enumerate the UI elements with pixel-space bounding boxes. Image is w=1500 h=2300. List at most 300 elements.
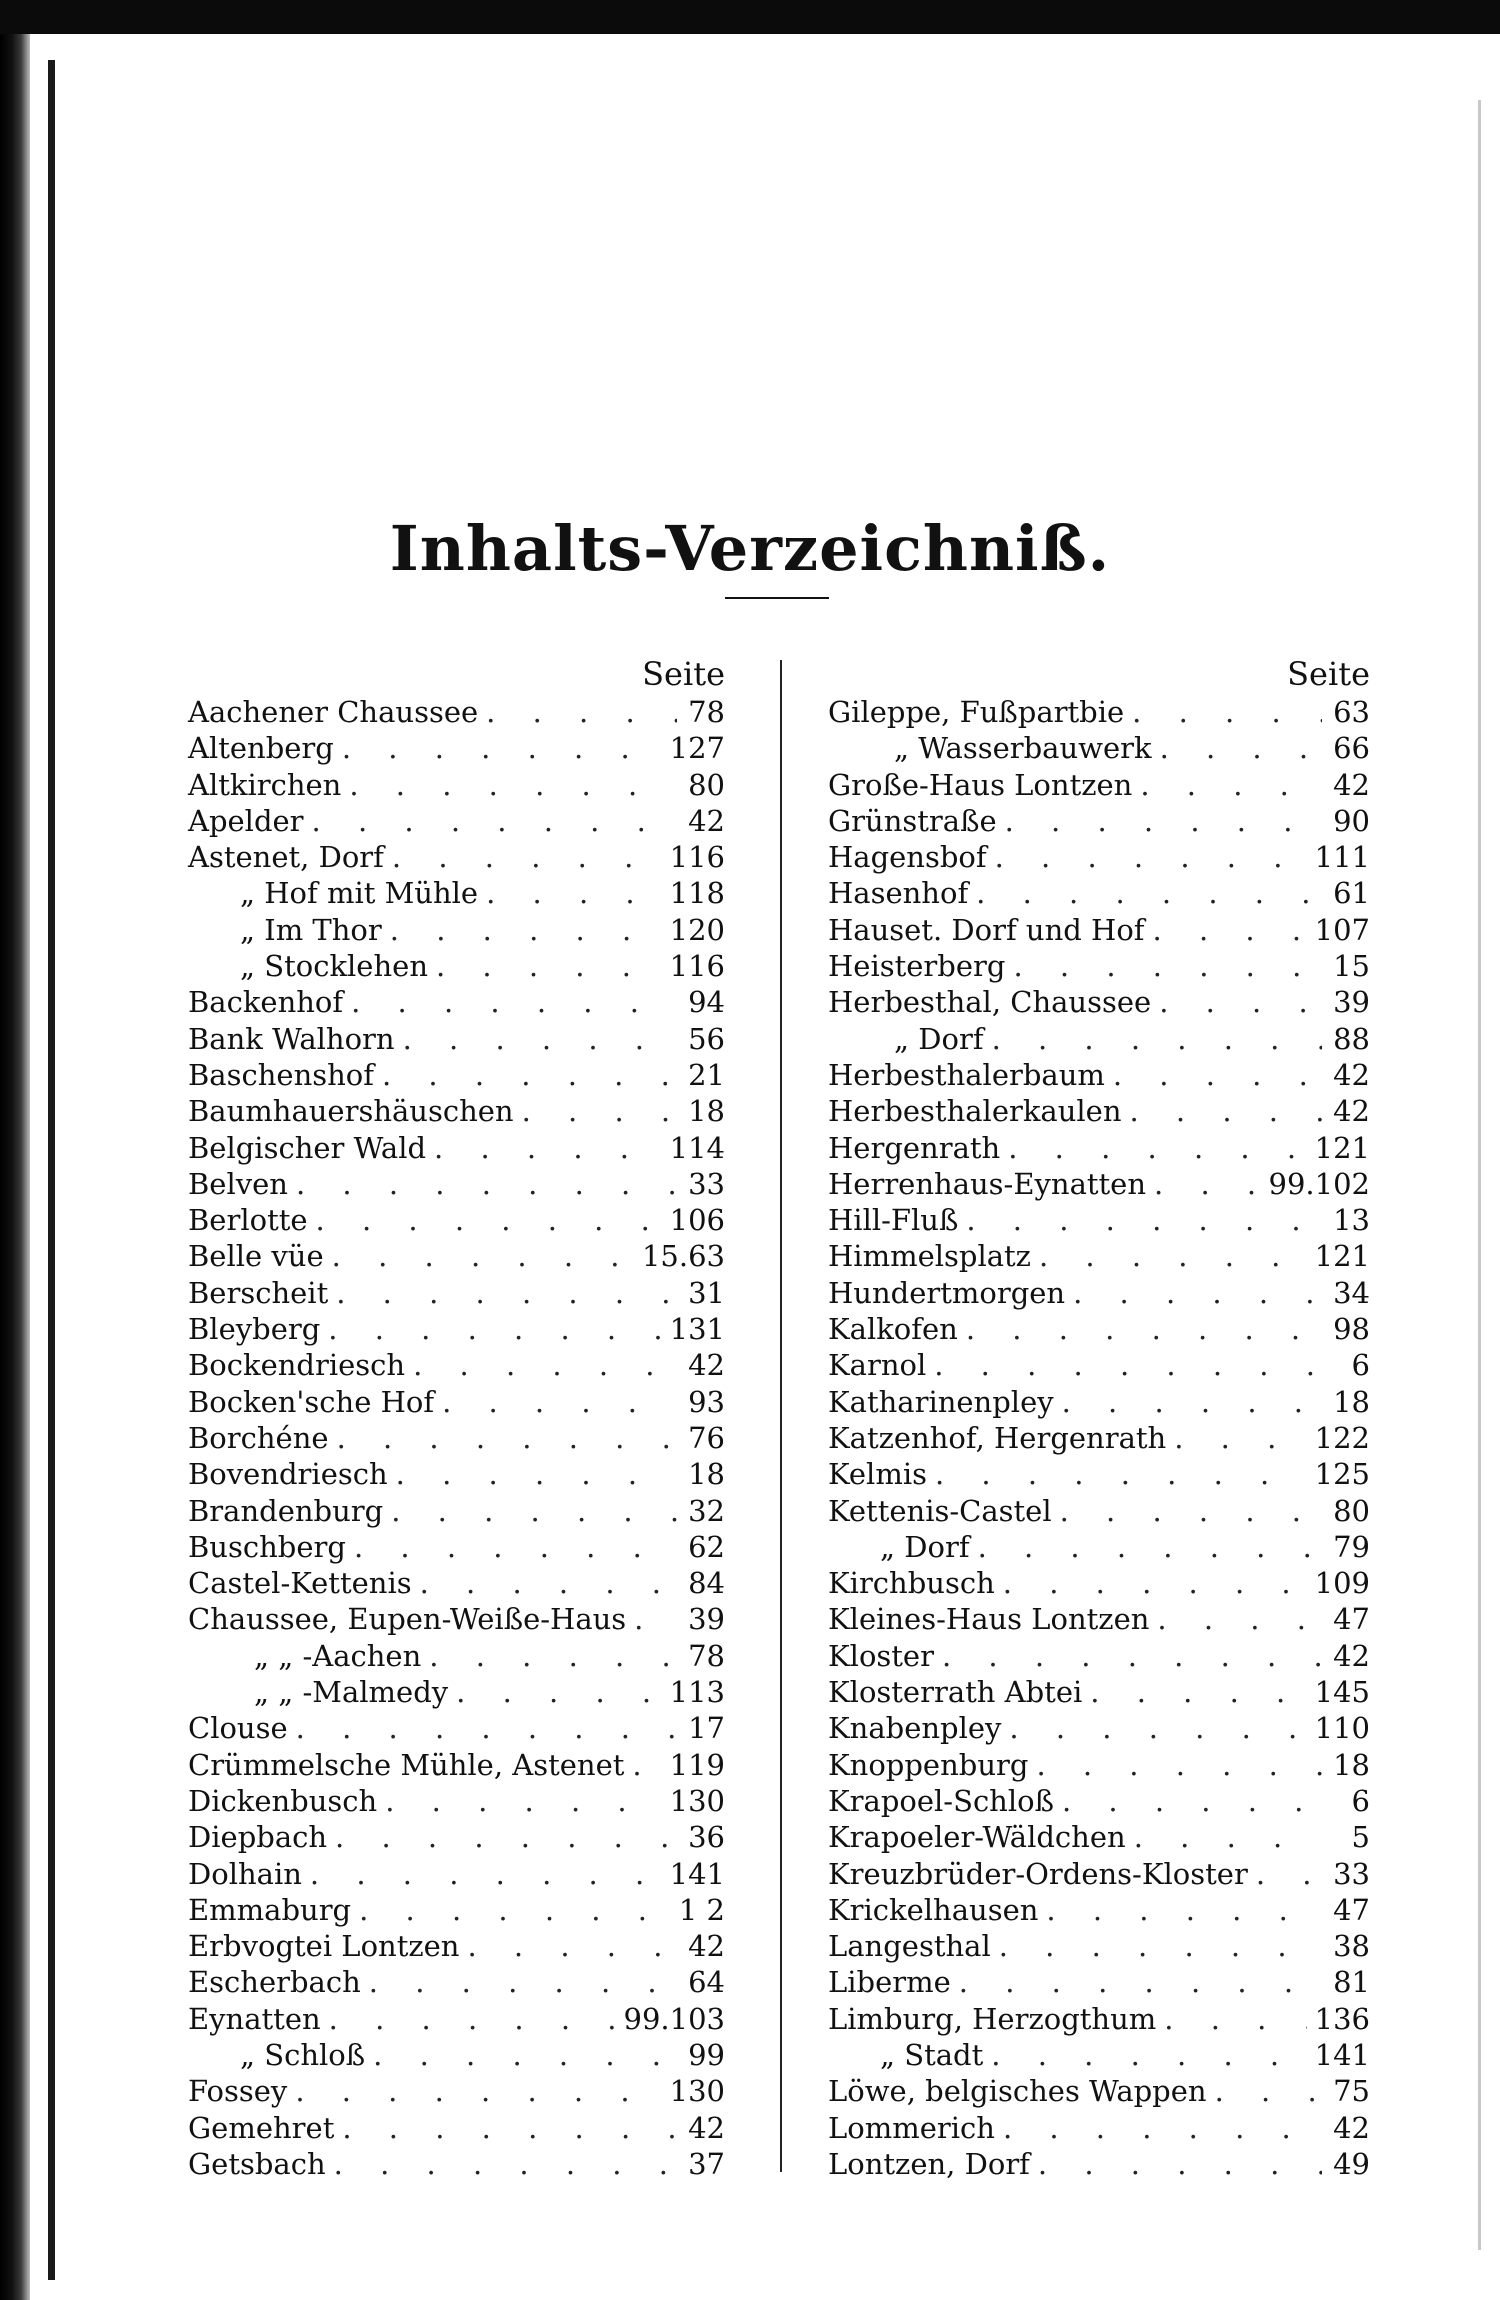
entry-page-number: 6 [1351,1783,1370,1818]
entry-page-number: 66 [1333,731,1370,766]
dot-leader [337,1420,677,1456]
dot-leader [392,839,662,875]
index-column-right [828,654,1370,2182]
index-entry [188,1493,725,1529]
dot-leader [1060,1493,1322,1529]
entry-page-number: 13 [1333,1203,1370,1238]
entry-name: Himmelsplatz [828,1239,1031,1274]
index-entry [188,1021,725,1057]
entry-page-number: 121 [1314,1130,1370,1165]
dot-leader [296,1166,677,1202]
dot-leader [316,1202,662,1238]
index-entry [188,984,725,1020]
index-list-left [188,694,725,2182]
dot-leader [1130,1093,1323,1129]
entry-name: Bockendriesch [188,1348,406,1383]
index-entry [188,1674,725,1710]
dot-leader [342,2110,677,2146]
entry-name: Belven [188,1166,288,1201]
entry-page-number: 131 [669,1312,725,1347]
entry-name: „ „ -Aachen [254,1638,422,1673]
index-entry [188,730,725,766]
entry-page-number: 42 [1333,1638,1370,1673]
index-entry [828,1529,1370,1565]
entry-name: „ Stadt [880,2037,984,2072]
entry-name: Backenhof [188,985,344,1020]
entry-page-number: 98 [1333,1312,1370,1347]
dot-leader [334,2146,677,2182]
dot-leader [1090,1674,1306,1710]
entry-page-number: 94 [688,985,725,1020]
entry-name: Kirchbusch [828,1566,995,1601]
entry-name: Krapoeler-Wäldchen [828,1820,1126,1855]
entry-page-number: 119 [669,1747,725,1782]
entry-name: Castel-Kettenis [188,1566,412,1601]
dot-leader [1164,2001,1306,2037]
entry-name: Katharinenpley [828,1384,1054,1419]
dot-leader [382,1057,677,1093]
entry-page-number: 90 [1333,803,1370,838]
dot-leader [420,1565,677,1601]
page-column-header: Seite [642,655,725,693]
index-entry [828,1275,1370,1311]
entry-name: Altenberg [188,731,334,766]
entry-name: Fossey [188,2074,288,2109]
entry-name: „ Dorf [894,1021,984,1056]
entry-page-number: 99.103 [623,2001,725,2036]
entry-page-number: 110 [1314,1711,1370,1746]
index-entry [828,803,1370,839]
entry-page-number: 80 [688,767,725,802]
page-column-header: Seite [1287,655,1370,693]
entry-page-number: 61 [1333,876,1370,911]
entry-name: Berlotte [188,1203,308,1238]
dot-leader [942,1638,1322,1674]
dot-leader [1009,1710,1306,1746]
entry-page-number: 120 [669,912,725,947]
index-entry [828,1493,1370,1529]
dot-leader [335,1819,677,1855]
entry-name: Baschenshof [188,1057,374,1092]
dot-leader [1140,767,1322,803]
entry-name: „ Dorf [880,1529,970,1564]
entry-name: Erbvogtei Lontzen [188,1929,460,1964]
entry-page-number: 113 [669,1675,725,1710]
index-entry [188,694,725,730]
index-entry [188,875,725,911]
entry-name: Krapoel-Schloß [828,1783,1054,1818]
index-entry [828,1601,1370,1637]
entry-name: Lommerich [828,2110,995,2145]
index-entry [188,1638,725,1674]
entry-page-number: 38 [1333,1929,1370,1964]
index-entry [188,1130,725,1166]
index-entry [828,1347,1370,1383]
entry-page-number: 136 [1314,2001,1370,2036]
index-entry [828,1783,1370,1819]
dot-leader [1062,1783,1322,1819]
index-entry [188,1892,725,1928]
index-entry [828,1710,1370,1746]
entry-page-number: 36 [688,1820,725,1855]
index-entry [828,1130,1370,1166]
entry-page-number: 81 [1333,1965,1370,2000]
index-entry [188,1783,725,1819]
entry-page-number: 18 [1333,1384,1370,1419]
dot-leader [634,1601,677,1637]
entry-page-number: 107 [1314,912,1370,947]
index-column-left [188,654,725,2182]
column-divider [780,660,782,2172]
index-entry [188,1710,725,1746]
entry-page-number: 93 [688,1384,725,1419]
entry-page-number: 31 [688,1275,725,1310]
entry-page-number: 42 [1333,767,1370,802]
index-entry [188,803,725,839]
dot-leader [1132,694,1322,730]
entry-name: „ Wasserbauwerk [894,731,1152,766]
entry-page-number: 21 [688,1057,725,1092]
index-entry [828,1747,1370,1783]
index-entry [828,1565,1370,1601]
index-entry [188,1819,725,1855]
dot-leader [966,1202,1322,1238]
entry-name: Diepbach [188,1820,328,1855]
dot-leader [312,803,677,839]
entry-name: Langesthal [828,1929,991,1964]
index-entry [828,1420,1370,1456]
entry-name: Kloster [828,1638,934,1673]
dot-leader [1153,912,1307,948]
entry-name: Chaussee, Eupen-Weiße-Haus [188,1602,627,1637]
dot-leader [935,1456,1307,1492]
dot-leader [966,1311,1322,1347]
entry-name: Gileppe, Fußpartbie [828,695,1125,729]
index-entry [188,1420,725,1456]
dot-leader [1046,1892,1322,1928]
dot-leader [1160,730,1322,766]
dot-leader [390,912,662,948]
entry-page-number: 116 [669,949,725,984]
entry-page-number: 125 [1314,1457,1370,1492]
entry-name: Berscheit [188,1275,329,1310]
index-entry [188,2037,725,2073]
dot-leader [385,1783,661,1819]
index-entry [188,1347,725,1383]
index-entry [188,1565,725,1601]
entry-page-number: 63 [1333,695,1370,729]
entry-page-number: 42 [688,803,725,838]
dot-leader [354,1529,677,1565]
entry-page-number: 145 [1314,1675,1370,1710]
index-entry [828,2146,1370,2182]
index-entry [188,1928,725,1964]
index-entry [188,1238,725,1274]
entry-name: Astenet, Dorf [188,840,384,875]
dot-leader [976,875,1322,911]
entry-page-number: 18 [688,1094,725,1129]
entry-page-number: 47 [1333,1602,1370,1637]
entry-name: „ Schloß [240,2037,366,2072]
entry-page-number: 106 [669,1203,725,1238]
entry-page-number: 6 [1351,1348,1370,1383]
entry-name: Kelmis [828,1457,927,1492]
dot-leader [959,1964,1322,2000]
index-entry [828,1384,1370,1420]
entry-page-number: 130 [669,1783,725,1818]
entry-page-number: 39 [688,1602,725,1637]
page-title: Inhalts-Verzeichniß. [389,511,1111,585]
dot-leader [295,2073,661,2109]
entry-name: Hasenhof [828,876,969,911]
entry-name: Hauset. Dorf und Hof [828,912,1145,947]
entry-page-number: 42 [688,2110,725,2145]
index-entry [828,984,1370,1020]
dot-leader [369,1964,677,2000]
dot-leader [332,1238,634,1274]
entry-page-number: 79 [1333,1529,1370,1564]
entry-page-number: 88 [1333,1021,1370,1056]
index-entry [828,1856,1370,1892]
index-entry [828,1928,1370,1964]
entry-name: Heisterberg [828,949,1006,984]
entry-name: Knoppenburg [828,1747,1029,1782]
entry-name: Buschberg [188,1529,346,1564]
dot-leader [1113,1057,1322,1093]
dot-leader [429,1638,677,1674]
entry-page-number: 64 [688,1965,725,2000]
index-entry [828,1093,1370,1129]
index-list-right [828,694,1370,2182]
entry-name: Bank Walhorn [188,1021,395,1056]
dot-leader [1003,1565,1307,1601]
index-entry [188,1093,725,1129]
dot-leader [995,839,1307,875]
dot-leader [434,1130,662,1166]
entry-name: Knabenpley [828,1711,1002,1746]
dot-leader [1039,1238,1307,1274]
entry-page-number: 127 [669,731,725,766]
dot-leader [1154,1166,1261,1202]
scan-top-edge [0,0,1500,34]
entry-name: Herrenhaus-Eynatten [828,1166,1147,1201]
title-rule [725,597,829,599]
index-entry [828,2001,1370,2037]
entry-page-number: 141 [669,1856,725,1891]
dot-leader [349,767,677,803]
dot-leader [1008,1130,1306,1166]
index-entry [188,839,725,875]
index-entry [828,1238,1370,1274]
entry-page-number: 78 [688,695,725,729]
entry-page-number: 80 [1333,1493,1370,1528]
index-entry [828,1674,1370,1710]
entry-name: Bocken'sche Hof [188,1384,435,1419]
entry-name: Escherbach [188,1965,361,2000]
index-entry [188,1311,725,1347]
entry-page-number: 15 [1333,949,1370,984]
entry-page-number: 34 [1333,1275,1370,1310]
entry-name: Emmaburg [188,1892,352,1927]
entry-name: Bleyberg [188,1312,321,1347]
entry-name: Belle vüe [188,1239,324,1274]
entry-page-number: 15.63 [641,1239,725,1274]
entry-page-number: 141 [1314,2037,1370,2072]
dot-leader [351,984,677,1020]
index-entry [188,912,725,948]
dot-leader [486,875,662,911]
dot-leader [991,2037,1306,2073]
entry-page-number: 114 [669,1130,725,1165]
entry-page-number: 18 [1333,1747,1370,1782]
entry-name: Eynatten [188,2001,321,2036]
entry-page-number: 42 [1333,1094,1370,1129]
index-entry [188,1384,725,1420]
dot-leader [978,1529,1322,1565]
index-entry [828,1202,1370,1238]
index-entry [828,767,1370,803]
index-entry [188,1456,725,1492]
entry-page-number: 121 [1314,1239,1370,1274]
index-entry [188,1747,725,1783]
dot-leader [442,1384,677,1420]
index-entry [828,1021,1370,1057]
index-entry [828,730,1370,766]
entry-page-number: 5 [1351,1820,1370,1855]
entry-name: Baumhauershäuschen [188,1094,514,1129]
dot-leader [934,1347,1322,1383]
entry-name: „ Hof mit Mühle [240,876,479,911]
entry-name: Belgischer Wald [188,1130,427,1165]
index-entry [188,2073,725,2109]
dot-leader [1013,948,1322,984]
entry-name: Kalkofen [828,1312,958,1347]
dot-leader [1038,2146,1322,2182]
index-entry [828,839,1370,875]
dot-leader [310,1856,662,1892]
entry-page-number: 62 [688,1529,725,1564]
entry-name: Dolhain [188,1856,302,1891]
index-entry [188,1057,725,1093]
entry-name: Bovendriesch [188,1457,388,1492]
index-entry [828,875,1370,911]
dot-leader [413,1347,677,1383]
index-entry [828,694,1370,730]
entry-page-number: 130 [669,2074,725,2109]
entry-page-number: 37 [688,2146,725,2181]
dot-leader [467,1928,677,1964]
entry-name: Getsbach [188,2146,326,2181]
entry-page-number: 111 [1314,840,1370,875]
entry-name: „ Im Thor [240,912,382,947]
entry-page-number: 42 [688,1348,725,1383]
page-gutter-line [48,60,55,2280]
index-entry [188,1202,725,1238]
dot-leader [1003,2110,1322,2146]
index-entry [188,767,725,803]
entry-name: Karnol [828,1348,927,1383]
entry-name: Lontzen, Dorf [828,2146,1030,2181]
index-entry [828,2037,1370,2073]
dot-leader [1134,1819,1322,1855]
entry-name: „ Stocklehen [240,949,428,984]
entry-page-number: 39 [1333,985,1370,1020]
dot-leader [1062,1384,1322,1420]
index-entry [828,1057,1370,1093]
entry-page-number: 42 [688,1929,725,1964]
entry-page-number: 75 [1333,2074,1370,2109]
index-entry [828,948,1370,984]
entry-name: Klosterrath Abtei [828,1675,1083,1710]
entry-name: Hagensbof [828,840,987,875]
index-entry [828,2110,1370,2146]
index-entry [188,2110,725,2146]
index-entry [828,1311,1370,1347]
dot-leader [373,2037,677,2073]
entry-name: Clouse [188,1711,288,1746]
dot-leader [403,1021,677,1057]
entry-page-number: 33 [688,1166,725,1201]
entry-page-number: 76 [688,1420,725,1455]
entry-name: Herbesthal, Chaussee [828,985,1152,1020]
entry-name: Hundertmorgen [828,1275,1066,1310]
entry-name: Krickelhausen [828,1892,1039,1927]
index-entry [188,2146,725,2182]
entry-name: Herbesthalerkaulen [828,1094,1122,1129]
dot-leader [296,1710,677,1746]
entry-page-number: 32 [688,1493,725,1528]
entry-name: Gemehret [188,2110,335,2145]
entry-name: Kleines-Haus Lontzen [828,1602,1150,1637]
entry-name: Katzenhof, Hergenrath [828,1420,1167,1455]
index-entry [828,2073,1370,2109]
entry-page-number: 122 [1314,1420,1370,1455]
index-entry [828,1638,1370,1674]
entry-page-number: 84 [688,1566,725,1601]
dot-leader [456,1674,661,1710]
index-entry [828,1964,1370,2000]
index-entry [828,912,1370,948]
entry-name: Herbesthalerbaum [828,1057,1105,1092]
index-entry [188,1964,725,2000]
dot-leader [1157,1601,1322,1637]
entry-page-number: 78 [688,1638,725,1673]
dot-leader [1215,2073,1322,2109]
dot-leader [1174,1420,1306,1456]
index-entry [828,1166,1370,1202]
dot-leader [359,1892,671,1928]
index-entry [188,2001,725,2037]
entry-name: Apelder [188,803,304,838]
entry-page-number: 1 2 [678,1892,725,1927]
entry-name: Grünstraße [828,803,997,838]
index-entry [828,1892,1370,1928]
dot-leader [342,730,662,766]
entry-name: Brandenburg [188,1493,384,1528]
entry-name: Aachener Chaussee [188,695,479,729]
entry-name: Altkirchen [188,767,342,802]
dot-leader [992,1021,1322,1057]
entry-name: Hill-Fluß [828,1203,959,1238]
entry-name: Hergenrath [828,1130,1001,1165]
dot-leader [1159,984,1322,1020]
index-entry [828,1456,1370,1492]
entry-page-number: 99 [688,2037,725,2072]
entry-page-number: 47 [1333,1892,1370,1927]
index-entry [188,1529,725,1565]
entry-name: Löwe, belgisches Wappen [828,2074,1207,2109]
dot-leader [329,2001,616,2037]
